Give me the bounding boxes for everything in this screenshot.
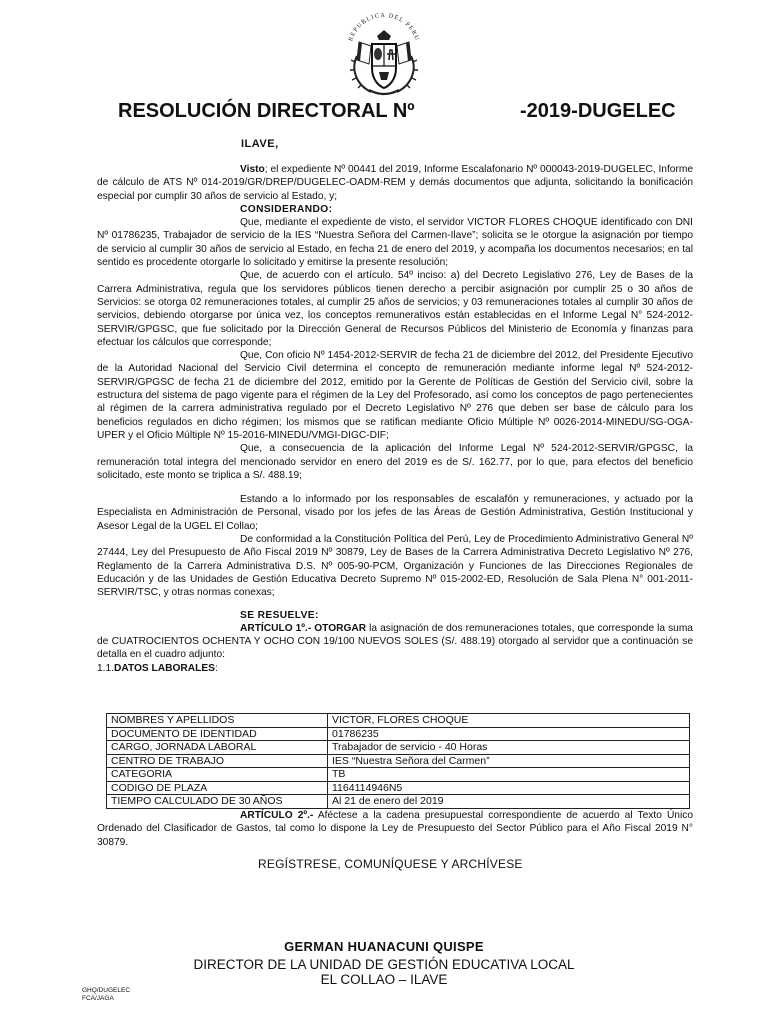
initials-line: GHQ/DUGELEC	[82, 987, 131, 994]
registrese-line: REGÍSTRESE, COMUNÍQUESE Y ARCHÍVESE	[258, 857, 523, 871]
table-cell-key: NOMBRES Y APELLIDOS	[107, 714, 328, 728]
peru-coat-of-arms-seal	[341, 6, 427, 100]
table-cell-key: TIEMPO CALCULADO DE 30 AÑOS	[107, 795, 328, 809]
table-cell-value: IES “Nuestra Señora del Carmen”	[328, 754, 690, 768]
datos-laborales-table	[106, 713, 690, 809]
datos-label: DATOS LABORALES	[114, 662, 215, 674]
datos-suffix: :	[214, 662, 218, 674]
articulo2-paragraph	[97, 809, 693, 849]
visto-paragraph	[97, 163, 693, 203]
articulo1-text: la asignación de dos remuneraciones totales, que corresponde la suma de CUATROCIENTOS OCHENTA Y OCHO CON 19/100 NUEVOS SOLES (S/. 488.19) otorgado al servidor que a continuación se detalla en el cuadro adjunto:	[97, 622, 693, 661]
datos-prefix: 1.1.	[97, 662, 114, 674]
table-row	[107, 768, 690, 782]
signer-cargo-line1: DIRECTOR DE LA UNIDAD DE GESTIÓN EDUCATIVA LOCAL	[193, 957, 575, 972]
considerando-p3: Que, Con oficio Nº 1454-2012-SERVIR de fecha 21 de diciembre del 2012, del Presidente Ejecutivo de la Autoridad Nacional del Servicio Civil determina el concepto de remuneración mediante informe legal Nº 524-2012-SERVIR/GPGSC de fecha 21 de diciembre del 2012, emitido por la Gerente de Políticas de Gestión del Servicio civil, sobre la estructura del sistema de pago vigente para el régimen de la Ley del Profesorado, así como los conceptos de pago pertenecientes al régimen de la carrera administrativa regulado por el Decreto Legislativo Nº 276 que deben ser base de cálculo para los beneficios regulados en dicho régimen; los mismos que se ratifican mediante Oficio Múltiple Nº 0026-2014-MINEDU/SG-OGA-UPER y el Oficio Múltiple Nº 15-2016-MINEDU/VMGI-DIGC-DIF;	[97, 350, 693, 441]
initials-line: FCA/JAGA	[82, 995, 114, 1002]
table-cell-key: CODIGO DE PLAZA	[107, 781, 328, 795]
reference-initials	[82, 987, 130, 1003]
articulo2-label: ARTÍCULO 2º.-	[240, 810, 314, 821]
signer-cargo-line2: EL COLLAO – ILAVE	[320, 972, 448, 987]
table-cell-value: TB	[328, 768, 690, 782]
datos-laborales-heading	[97, 662, 693, 675]
considerando-p6: De conformidad a la Constitución Política del Perú, Ley de Procedimiento Administrativo General Nº 27444, Ley del Presupuesto de Año Fiscal 2019 Nº 30879, Ley de Bases de la Carrera Administrativa Decreto Legislativo Nº 276, Reglamento de la Carrera Administrativa D.S. Nº 005-90-PCM, Organización y Funciones de las Direcciones Regionales de Educación y de las Unidades de Gestión Educativa Decreto Supremo Nº 015-2002-ED, Resolución de Sala Plena N° 001-2011-SERVIR/TSC, y otras normas conexas;	[97, 534, 693, 599]
signer-name: GERMAN HUANACUNI QUISPE	[284, 939, 484, 954]
considerando-p4: Que, a consecuencia de la aplicación del Informe Legal Nº 524-2012-SERVIR/GPGSC, la remuneración total integra del mencionado servidor en enero del 2019 es de S/. 162.77, por lo que, para efectos del beneficio solicitado, este monto se triplica a S/. 488.19;	[97, 443, 693, 481]
table-cell-key: CATEGORIA	[107, 768, 328, 782]
title-number-label: RESOLUCIÓN DIRECTORAL Nº	[118, 100, 415, 122]
articulo1-paragraph	[97, 622, 693, 662]
considerando-p5: Estando a lo informado por los responsables de escalafón y remuneraciones, y actuado por la Especialista en Administración de Personal, visado por los jefes de las Áreas de Gestión Administrativa, Gestión Institucional y Asesor Legal de la UGEL El Collao;	[97, 494, 693, 532]
articulo1-label: ARTÍCULO 1º.- OTORGAR	[240, 622, 367, 634]
considerando-p2: Que, de acuerdo con el artículo. 54º inciso: a) del Decreto Legislativo 276, Ley de Bases de la Carrera Administrativa, regula que los servidores públicos tienen derecho a percibir asignación por cumplir 25 o 30 años de Servicios: se otorga 02 remuneraciones totales, al cumplir 25 años de servicios; y 03 remuneraciones totales al cumplir 30 años de servicios, debiendo otorgarse por única vez, los conceptos remunerativos están establecidas en el Informe Legal N° 524-2012-SERVIR/GPGSC, que fue solicitado por la Dirección General de Recursos Públicos del Ministerio de Economía y finanzas para efectuar los cálculos que corresponde;	[97, 270, 693, 348]
considerando-p1: Que, mediante el expediente de visto, el servidor VICTOR FLORES CHOQUE identificado con DNI Nº 01786235, Trabajador de servicio de la IES “Nuestra Señora del Carmen-Ilave”; solicita se le otorgue la asignación por tiempo de servicio al cumplir 30 años de servicio al Estado, en fecha 21 de enero del 2019, y acompaña los documentos necesarios; en tal sentido es procedente otorgarle lo solicitado y emitirse la presente resolución;	[97, 217, 693, 269]
table-cell-key: CENTRO DE TRABAJO	[107, 754, 328, 768]
resolution-body	[97, 163, 693, 675]
table-cell-value: 1164114946N5	[328, 781, 690, 795]
visto-label: Visto	[240, 164, 265, 175]
place-line: ILAVE,	[241, 138, 279, 150]
resolution-title	[0, 100, 768, 126]
articulo2-text: Aféctese a la cadena presupuestal correspondiente de acuerdo al Texto Único Ordenado del Clasificador de Gastos, tal como lo dispone la Ley de Presupuesto del Sector Público para el Año Fiscal 2019 N° 30879.	[97, 810, 693, 848]
title-year-office: -2019-DUGELEC	[520, 100, 676, 122]
svg-text:REPUBLICA DEL PERU: REPUBLICA DEL PERU	[347, 11, 421, 43]
table-row	[107, 727, 690, 741]
considerando-heading: CONSIDERANDO:	[240, 203, 333, 215]
table-row	[107, 781, 690, 795]
table-cell-value: Al 21 de enero del 2019	[328, 795, 690, 809]
table-cell-value: Trabajador de servicio - 40 Horas	[328, 741, 690, 755]
visto-text: ; el expediente Nº 00441 del 2019, Informe Escalafonario Nº 000043-2019-DUGELEC, Informe de cálculo de ATS Nº 014-2019/GR/DREP/DUGELEC-OADM-REM y demás documentos que adjunta, solicitando la bonificación especial por cumplir 30 años de servicio al Estado, y;	[97, 164, 693, 202]
resuelve-heading: SE RESUELVE:	[240, 609, 319, 621]
table-cell-key: DOCUMENTO DE IDENTIDAD	[107, 727, 328, 741]
table-cell-value: VICTOR, FLORES CHOQUE	[328, 714, 690, 728]
table-row	[107, 714, 690, 728]
table-row	[107, 741, 690, 755]
table-row	[107, 754, 690, 768]
table-cell-key: CARGO, JORNADA LABORAL	[107, 741, 328, 755]
table-row	[107, 795, 690, 809]
table-cell-value: 01786235	[328, 727, 690, 741]
